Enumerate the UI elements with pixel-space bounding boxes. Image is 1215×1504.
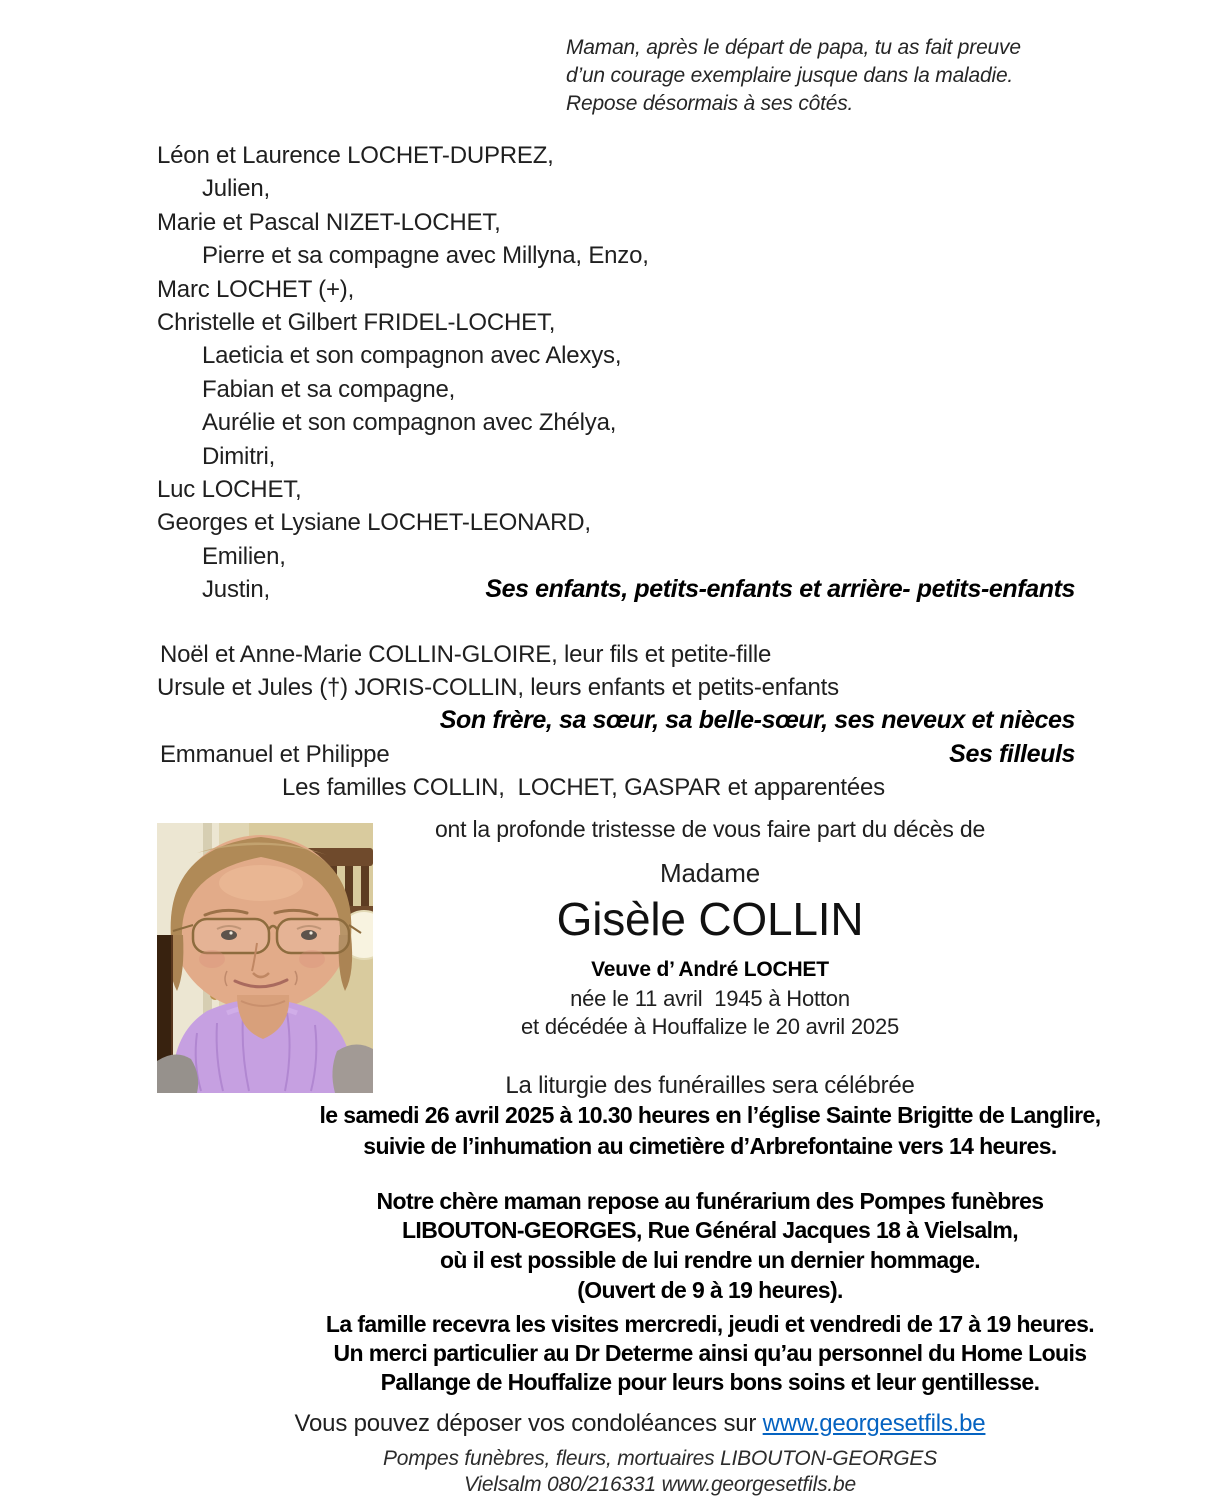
family-line: Dimitri, xyxy=(202,442,276,470)
condolences-line xyxy=(140,1410,1140,1438)
announcement-intro: ont la profonde tristesse de vous faire part du décès de xyxy=(434,816,986,842)
repose-line: LIBOUTON-GEORGES, Rue Général Jacques 18 à Vielsalm, xyxy=(401,1217,1019,1243)
family-line: Georges et Lysiane LOCHET-LEONARD, xyxy=(157,509,591,537)
ceremony-line: le samedi 26 avril 2025 à 10.30 heures en l’église Sainte Brigitte de Langlire, xyxy=(319,1102,1101,1128)
family-line: Aurélie et son compagnon avec Zhélya, xyxy=(202,409,617,437)
funeral-home-contact: Vielsalm 080/216331 www.georgesetfils.be xyxy=(463,1473,857,1496)
thanks-line: Un merci particulier au Dr Determe ainsi qu’au personnel du Home Louis xyxy=(333,1340,1087,1366)
family-line: Léon et Laurence LOCHET-DUPREZ, xyxy=(157,142,554,169)
repose-line: Notre chère maman repose au funérarium des Pompes funèbres xyxy=(376,1188,1044,1214)
thanks-line: Pallange de Houffalize pour leurs bons soins et leur gentillesse. xyxy=(380,1369,1040,1395)
relatives-line: Noël et Anne-Marie COLLIN-GLOIRE, leur fils et petite-fille xyxy=(160,641,772,668)
ceremony-line: La liturgie des funérailles sera célébrée xyxy=(505,1072,915,1099)
relatives-line: Ursule et Jules (†) JORIS-COLLIN, leurs enfants et petits-enfants xyxy=(157,674,839,702)
family-line: Emilien, xyxy=(202,542,286,570)
family-line: Christelle et Gilbert FRIDEL-LOCHET, xyxy=(157,309,556,337)
family-line: Luc LOCHET, xyxy=(157,476,302,504)
condolences-link[interactable]: www.georgesetfils.be xyxy=(762,1410,986,1437)
repose-line: où il est possible de lui rendre un dernier hommage. xyxy=(439,1247,981,1273)
death-line: et décédée à Houffalize le 20 avril 2025 xyxy=(520,1014,900,1039)
widow-of-line: Veuve d’ André LOCHET xyxy=(591,958,829,981)
family-line: Julien, xyxy=(202,175,270,203)
family-line: Marie et Pascal NIZET-LOCHET, xyxy=(157,208,501,236)
condolences-text: Vous pouvez déposer vos condoléances sur xyxy=(294,1410,763,1437)
visits-line: La famille recevra les visites mercredi, jeudi et vendredi de 17 à 19 heures. xyxy=(325,1311,1095,1337)
siblings-relation-label: Son frère, sa sœur, sa belle-sœur, ses neveux et nièces xyxy=(439,706,1075,735)
birth-line: née le 11 avril 1945 à Hotton xyxy=(570,986,850,1011)
godsons-names: Emmanuel et Philippe xyxy=(160,740,390,768)
dedication-quote xyxy=(566,34,1021,118)
deceased-name: Gisèle COLLIN xyxy=(556,893,864,945)
children-relation-label: Ses enfants, petits-enfants et arrière- petits-enfants xyxy=(485,575,1075,604)
family-line: Marc LOCHET (+), xyxy=(157,275,355,303)
quote-line: Maman, après le départ de papa, tu as fait preuve xyxy=(566,36,1021,59)
family-list xyxy=(157,139,1075,607)
honorific-title: Madame xyxy=(660,858,760,888)
family-line: Pierre et sa compagne avec Millyna, Enzo, xyxy=(202,242,649,270)
funeral-home-line: Pompes funèbres, fleurs, mortuaires LIBOUTON-GEORGES xyxy=(382,1447,938,1470)
ceremony-line: suivie de l’inhumation au cimetière d’Arbrefontaine vers 14 heures. xyxy=(363,1133,1057,1159)
families-line: Les familles COLLIN, LOCHET, GASPAR et apparentées xyxy=(282,773,885,801)
quote-line: Repose désormais à ses côtés. xyxy=(566,92,854,115)
family-line: Justin, xyxy=(202,576,270,604)
family-line: Fabian et sa compagne, xyxy=(202,375,456,403)
godsons-relation-label: Ses filleuls xyxy=(949,739,1075,768)
family-line: Laeticia et son compagnon avec Alexys, xyxy=(202,342,622,370)
quote-line: d’un courage exemplaire jusque dans la maladie. xyxy=(566,64,1014,87)
repose-line: (Ouvert de 9 à 19 heures). xyxy=(577,1277,843,1303)
relatives-section xyxy=(157,638,1075,804)
